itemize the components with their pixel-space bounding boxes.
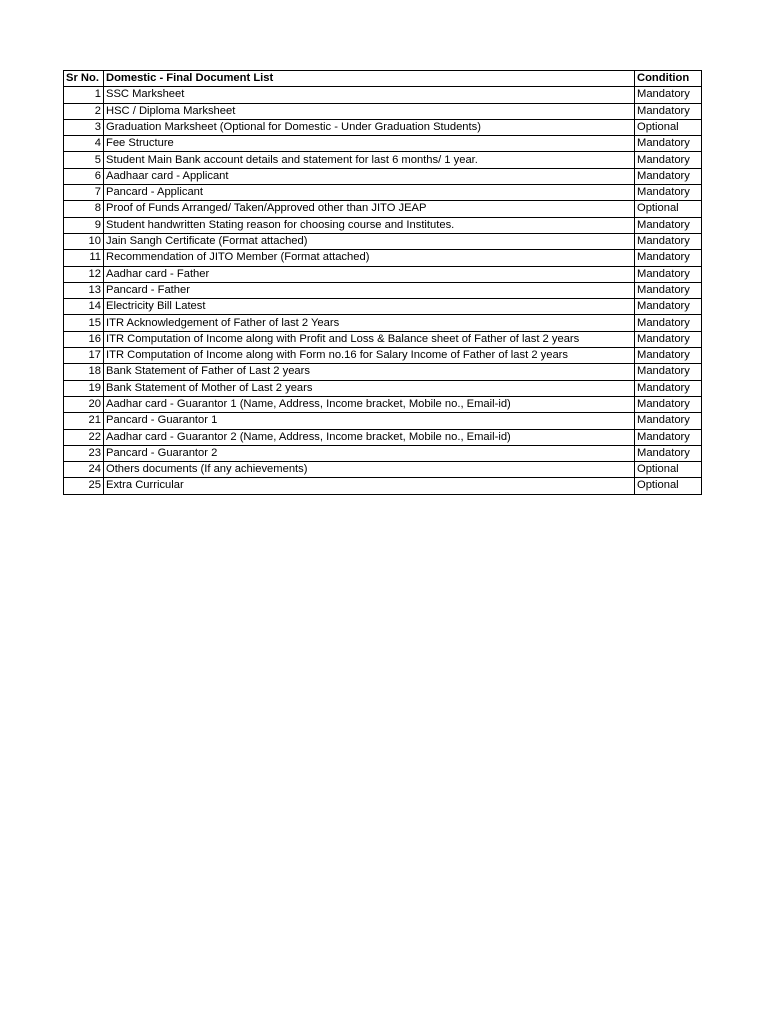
table-row: [64, 250, 702, 266]
sr-no-cell: 15: [64, 315, 104, 331]
sr-no-cell: 3: [64, 119, 104, 135]
sr-no-cell: 6: [64, 168, 104, 184]
condition-cell: Mandatory: [635, 103, 702, 119]
sr-no-cell: 11: [64, 250, 104, 266]
condition-cell: Mandatory: [635, 364, 702, 380]
document-cell: Aadhar card - Guarantor 2 (Name, Address, Income bracket, Mobile no., Email-id): [104, 429, 635, 445]
sr-no-cell: 8: [64, 201, 104, 217]
document-sheet: [63, 70, 702, 495]
condition-cell: Mandatory: [635, 315, 702, 331]
sr-no-cell: 1: [64, 87, 104, 103]
document-cell: SSC Marksheet: [104, 87, 635, 103]
condition-cell: Optional: [635, 119, 702, 135]
document-cell: Bank Statement of Father of Last 2 years: [104, 364, 635, 380]
table-row: [64, 233, 702, 249]
table-row: [64, 429, 702, 445]
document-cell: Graduation Marksheet (Optional for Domestic - Under Graduation Students): [104, 119, 635, 135]
table-row: [64, 396, 702, 412]
document-cell: ITR Acknowledgement of Father of last 2 Years: [104, 315, 635, 331]
table-row: [64, 413, 702, 429]
sr-no-cell: 13: [64, 282, 104, 298]
table-row: [64, 217, 702, 233]
document-cell: HSC / Diploma Marksheet: [104, 103, 635, 119]
document-cell: Bank Statement of Mother of Last 2 years: [104, 380, 635, 396]
sr-no-cell: 10: [64, 233, 104, 249]
header-condition: Condition: [635, 71, 702, 87]
sr-no-cell: 24: [64, 462, 104, 478]
sr-no-cell: 22: [64, 429, 104, 445]
document-cell: ITR Computation of Income along with Profit and Loss & Balance sheet of Father of last 2 years: [104, 331, 635, 347]
sr-no-cell: 12: [64, 266, 104, 282]
document-cell: Others documents (If any achievements): [104, 462, 635, 478]
document-cell: Aadhar card - Guarantor 1 (Name, Address, Income bracket, Mobile no., Email-id): [104, 396, 635, 412]
document-cell: Electricity Bill Latest: [104, 299, 635, 315]
sr-no-cell: 7: [64, 185, 104, 201]
document-cell: Student handwritten Stating reason for choosing course and Institutes.: [104, 217, 635, 233]
document-cell: Student Main Bank account details and statement for last 6 months/ 1 year.: [104, 152, 635, 168]
condition-cell: Mandatory: [635, 152, 702, 168]
table-row: [64, 315, 702, 331]
sr-no-cell: 2: [64, 103, 104, 119]
document-cell: Recommendation of JITO Member (Format attached): [104, 250, 635, 266]
table-row: [64, 201, 702, 217]
document-list-table: [63, 70, 702, 495]
table-row: [64, 380, 702, 396]
table-row: [64, 136, 702, 152]
table-row: [64, 348, 702, 364]
header-sr-no: Sr No.: [64, 71, 104, 87]
condition-cell: Mandatory: [635, 299, 702, 315]
sr-no-cell: 25: [64, 478, 104, 494]
table-row: [64, 364, 702, 380]
document-cell: Aadhar card - Father: [104, 266, 635, 282]
condition-cell: Mandatory: [635, 87, 702, 103]
table-row: [64, 282, 702, 298]
condition-cell: Mandatory: [635, 282, 702, 298]
table-row: [64, 299, 702, 315]
condition-cell: Mandatory: [635, 429, 702, 445]
table-row: [64, 462, 702, 478]
table-row: [64, 168, 702, 184]
condition-cell: Optional: [635, 478, 702, 494]
sr-no-cell: 20: [64, 396, 104, 412]
condition-cell: Mandatory: [635, 233, 702, 249]
sr-no-cell: 16: [64, 331, 104, 347]
sr-no-cell: 9: [64, 217, 104, 233]
sr-no-cell: 17: [64, 348, 104, 364]
condition-cell: Mandatory: [635, 380, 702, 396]
condition-cell: Mandatory: [635, 331, 702, 347]
condition-cell: Mandatory: [635, 266, 702, 282]
condition-cell: Mandatory: [635, 413, 702, 429]
condition-cell: Mandatory: [635, 348, 702, 364]
sr-no-cell: 4: [64, 136, 104, 152]
sr-no-cell: 19: [64, 380, 104, 396]
document-cell: ITR Computation of Income along with Form no.16 for Salary Income of Father of last 2 years: [104, 348, 635, 364]
condition-cell: Mandatory: [635, 217, 702, 233]
table-body: [64, 87, 702, 494]
table-row: [64, 331, 702, 347]
condition-cell: Optional: [635, 201, 702, 217]
table-row: [64, 103, 702, 119]
sr-no-cell: 23: [64, 445, 104, 461]
condition-cell: Mandatory: [635, 136, 702, 152]
condition-cell: Mandatory: [635, 250, 702, 266]
table-header-row: [64, 71, 702, 87]
header-document-list: Domestic - Final Document List: [104, 71, 635, 87]
condition-cell: Mandatory: [635, 168, 702, 184]
document-cell: Pancard - Applicant: [104, 185, 635, 201]
document-cell: Pancard - Father: [104, 282, 635, 298]
table-row: [64, 185, 702, 201]
table-row: [64, 119, 702, 135]
document-cell: Pancard - Guarantor 1: [104, 413, 635, 429]
condition-cell: Mandatory: [635, 396, 702, 412]
document-cell: Extra Curricular: [104, 478, 635, 494]
table-row: [64, 152, 702, 168]
condition-cell: Optional: [635, 462, 702, 478]
document-cell: Fee Structure: [104, 136, 635, 152]
document-cell: Pancard - Guarantor 2: [104, 445, 635, 461]
document-cell: Jain Sangh Certificate (Format attached): [104, 233, 635, 249]
sr-no-cell: 5: [64, 152, 104, 168]
sr-no-cell: 18: [64, 364, 104, 380]
sr-no-cell: 14: [64, 299, 104, 315]
table-row: [64, 478, 702, 494]
document-cell: Proof of Funds Arranged/ Taken/Approved other than JITO JEAP: [104, 201, 635, 217]
condition-cell: Mandatory: [635, 185, 702, 201]
document-cell: Aadhaar card - Applicant: [104, 168, 635, 184]
table-row: [64, 87, 702, 103]
table-row: [64, 445, 702, 461]
condition-cell: Mandatory: [635, 445, 702, 461]
sr-no-cell: 21: [64, 413, 104, 429]
table-row: [64, 266, 702, 282]
